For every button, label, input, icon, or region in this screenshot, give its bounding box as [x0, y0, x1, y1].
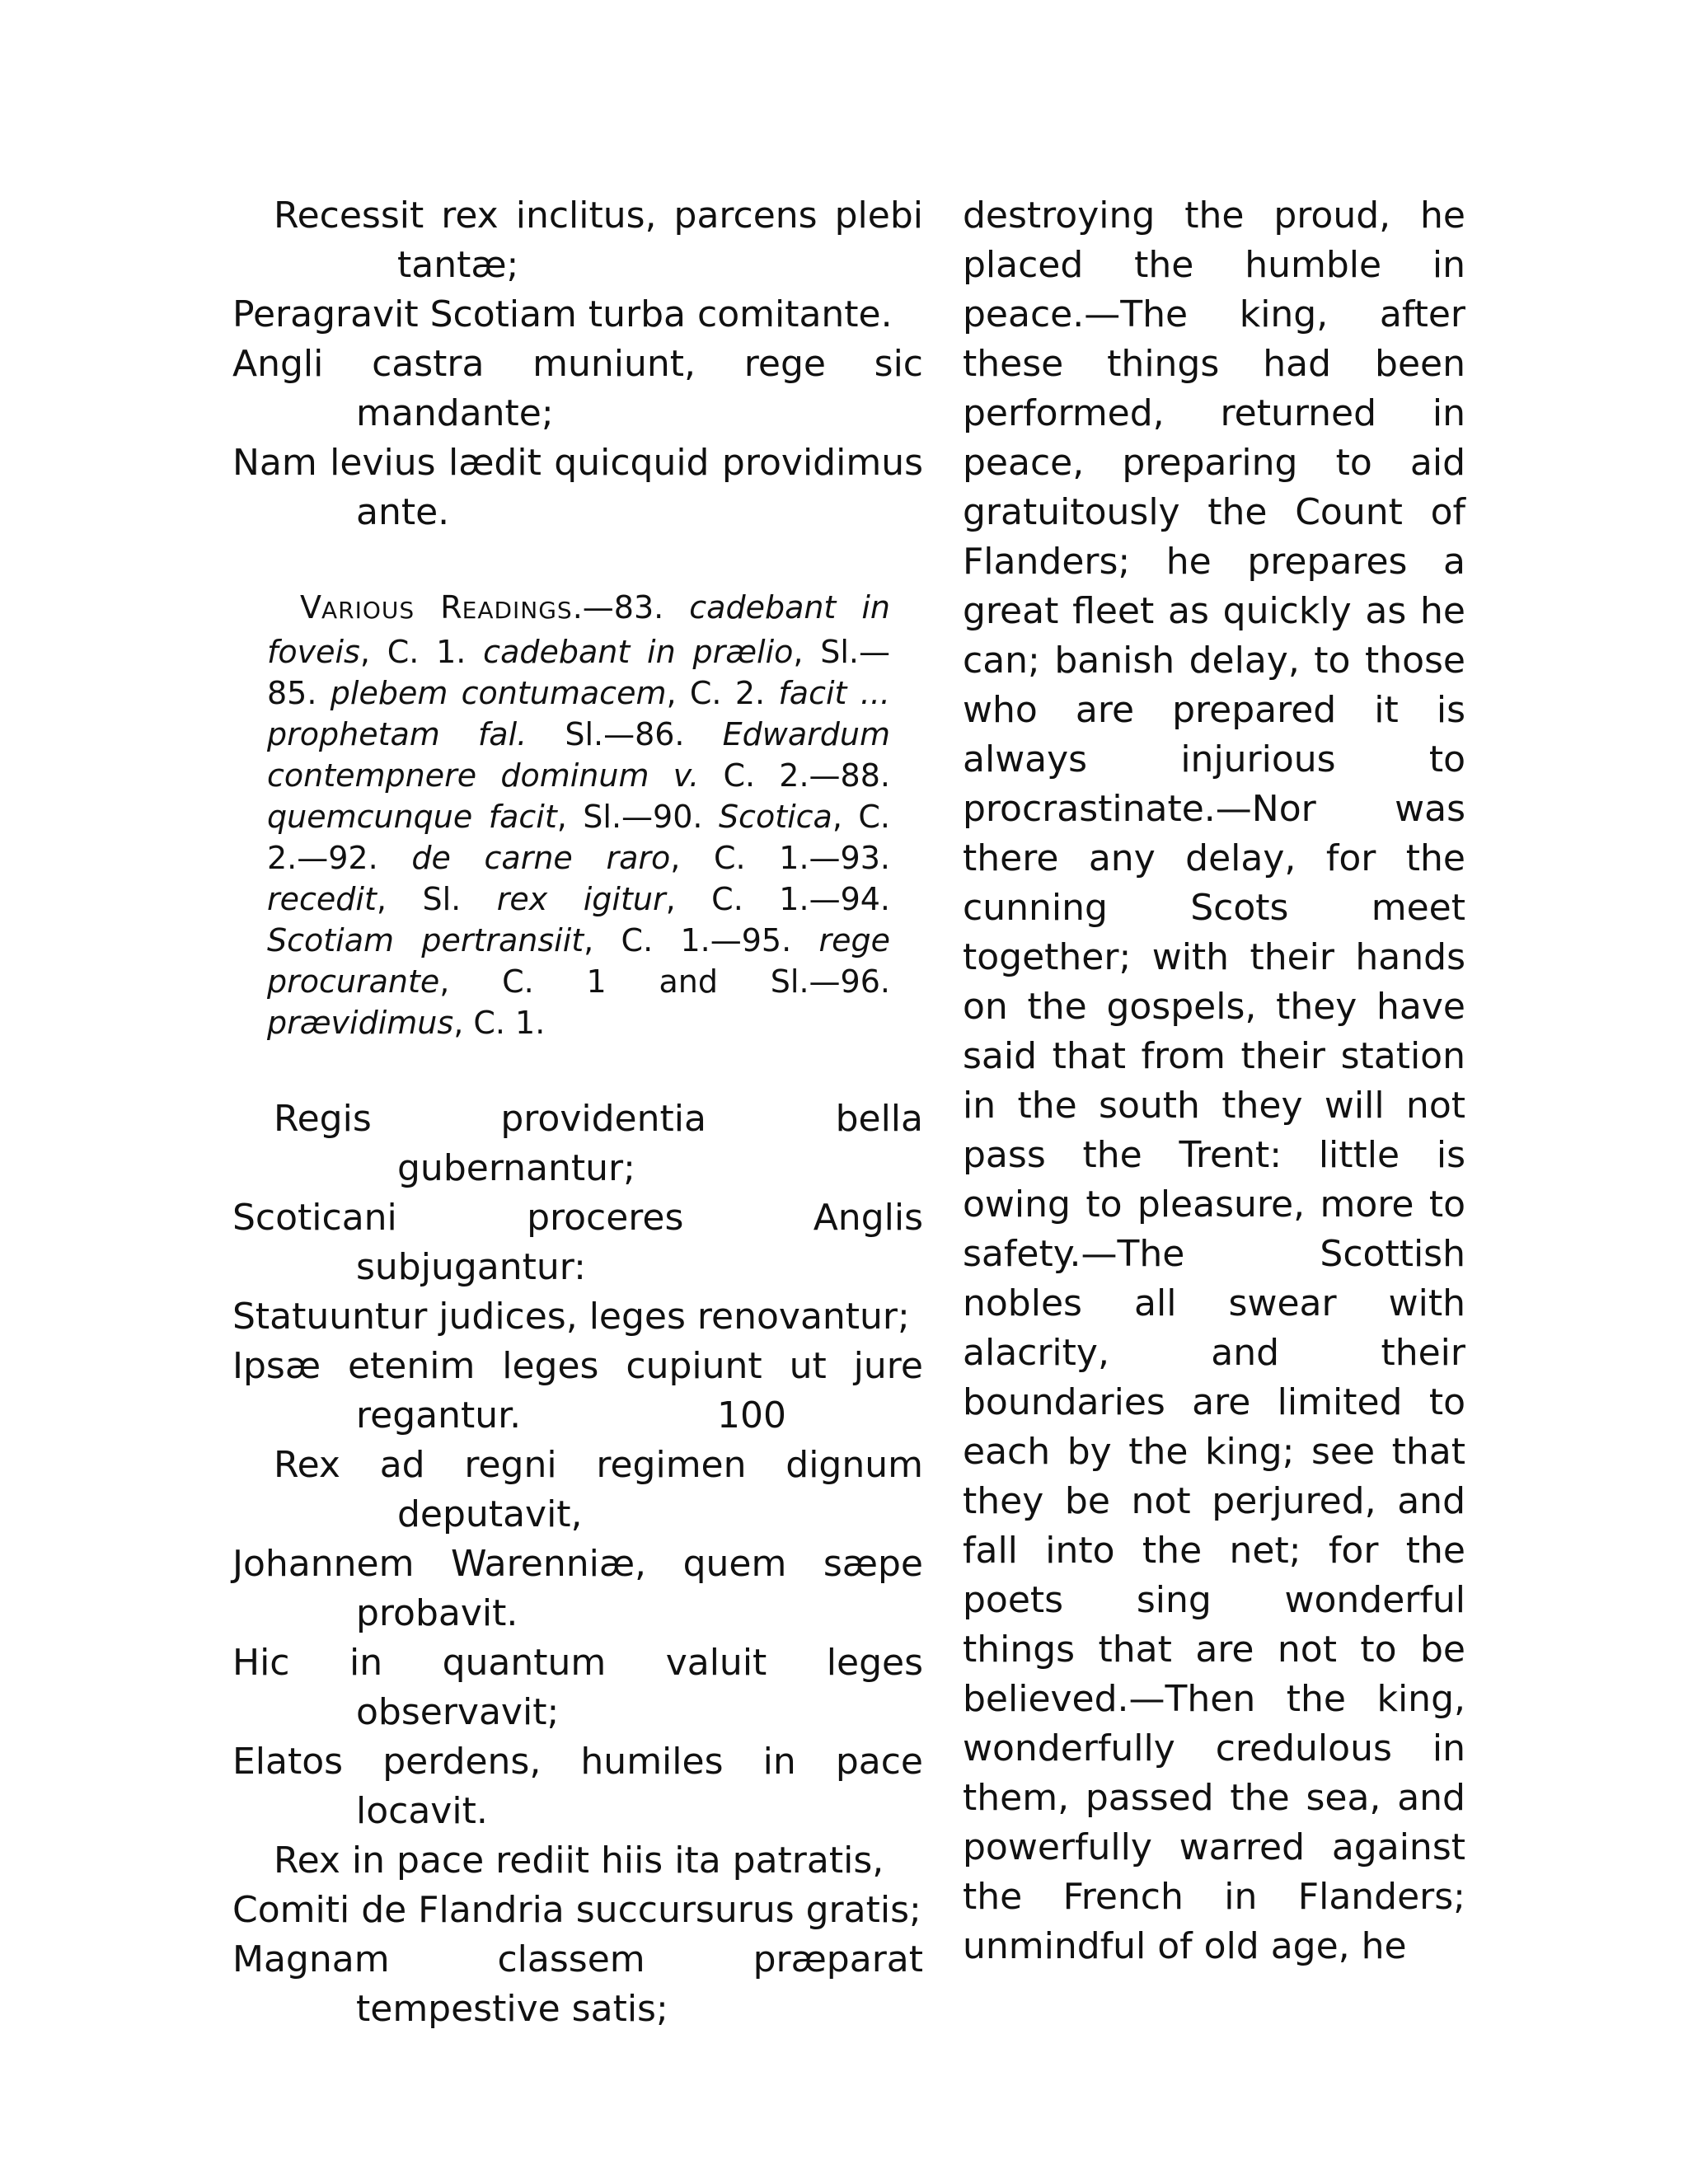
reading-variant: rex igitur	[496, 881, 666, 917]
reading-variant: prævidimus	[267, 1005, 454, 1041]
reading-variant: Edwardum contempnere dominum v.	[267, 716, 890, 794]
reading-reference: , C. 1.—93.	[670, 840, 890, 876]
verse-line: Nam levius lædit quicquid providimus ante.	[232, 442, 923, 533]
reading-reference: , Sl.	[376, 881, 497, 917]
various-readings-note	[232, 587, 923, 1043]
reading-variant: rege procurante	[267, 922, 890, 1000]
reading-reference: , C. 1.—94.	[665, 881, 891, 917]
reading-variant: recedit	[267, 881, 377, 917]
verse-line: Scoticani proceres Anglis subjugantur:	[232, 1197, 923, 1288]
english-translation-column	[963, 191, 1465, 1967]
verse-line: Statuuntur judices, leges renovantur;	[232, 1296, 910, 1338]
stanza-1	[232, 191, 923, 537]
reading-variant: cadebant in prælio	[483, 634, 794, 670]
reading-reference: , C. 1 and Sl.—96.	[439, 963, 890, 1000]
readings-label: VARIOUS READINGS	[300, 589, 573, 626]
reading-reference: , C. 1.	[453, 1005, 546, 1041]
translation-text: destroying the proud, he placed the humble in peace.—The king, after these things had been performed, returned in peace, preparing to aid gratuitously the Count of Flanders; he prepares a great fleet as quickly as he can; banish delay, to those who are prepared it is always injurious to procrastinate.—Nor was there any delay, for the cunning Scots meet together; with their hands on the gospels, they have said that from their station in the south they will not pass the Trent: little is owing to pleasure, more to safety.—The Scottish nobles all swear with alacrity, and their boundaries are limited to each by the king; see that they be not perjured, and fall into the net; for the poets sing wonderful things that are not to be believed.—Then the king, wonderfully credulous in them, passed the sea, and powerfully warred against the French in Flanders; unmindful of old age, he	[963, 194, 1465, 1967]
reading-variant: plebem contumacem	[330, 675, 667, 711]
verse-line	[232, 1342, 923, 1441]
verse-line: Comiti de Flandria succursurus gratis;	[232, 1889, 921, 1931]
verse-line: Rex ad regni regimen dignum deputavit,	[274, 1444, 923, 1535]
verse-line: Recessit rex inclitus, parcens plebi tantæ;	[274, 194, 923, 286]
reading-variant: cadebant in foveis	[267, 589, 890, 670]
reading-reference: , Sl.—85.	[267, 634, 891, 711]
stanza-4	[232, 1836, 923, 2034]
readings-text	[267, 589, 890, 1041]
reading-reference: , C. 1.—95.	[584, 922, 819, 958]
verse-line: Regis providentia bella gubernantur;	[274, 1098, 923, 1189]
reading-reference: .—83.	[572, 589, 690, 626]
stanza-2	[232, 1094, 923, 1441]
reading-variant: de carne raro	[411, 840, 671, 876]
verse-line: Peragravit Scotiam turba comitante.	[232, 293, 893, 335]
reading-variant: facit ... prophetam fal.	[267, 675, 890, 752]
verse-line: Elatos perdens, humiles in pace locavit.	[232, 1741, 923, 1832]
latin-verse-column	[232, 191, 923, 2030]
stanza-3	[232, 1441, 923, 1836]
verse-line: Hic in quantum valuit leges observavit;	[232, 1642, 923, 1733]
verse-line: Magnam classem præparat tempestive satis;	[232, 1938, 923, 2030]
verse-line: Johannem Warenniæ, quem sæpe probavit.	[232, 1543, 923, 1634]
reading-reference: C. 2.—88.	[699, 757, 890, 794]
reading-reference: , C. 1.	[359, 634, 484, 670]
reading-variant: Scotiam pertransiit	[267, 922, 584, 958]
verse-line-text: Ipsæ etenim leges cupiunt ut jure regantur.	[232, 1345, 923, 1436]
reading-reference: , Sl.—90.	[556, 799, 719, 835]
reading-variant: quemcunque facit	[267, 799, 557, 835]
verse-line: Rex in pace rediit hiis ita patratis,	[274, 1840, 884, 1882]
reading-reference: , C. 2.—92.	[267, 799, 890, 876]
reading-reference: Sl.—86.	[527, 716, 723, 752]
line-number: 100	[717, 1394, 786, 1436]
reading-reference: , C. 2.	[666, 675, 779, 711]
verse-line: Angli castra muniunt, rege sic mandante;	[232, 343, 923, 434]
reading-variant: Scotica	[718, 799, 832, 835]
